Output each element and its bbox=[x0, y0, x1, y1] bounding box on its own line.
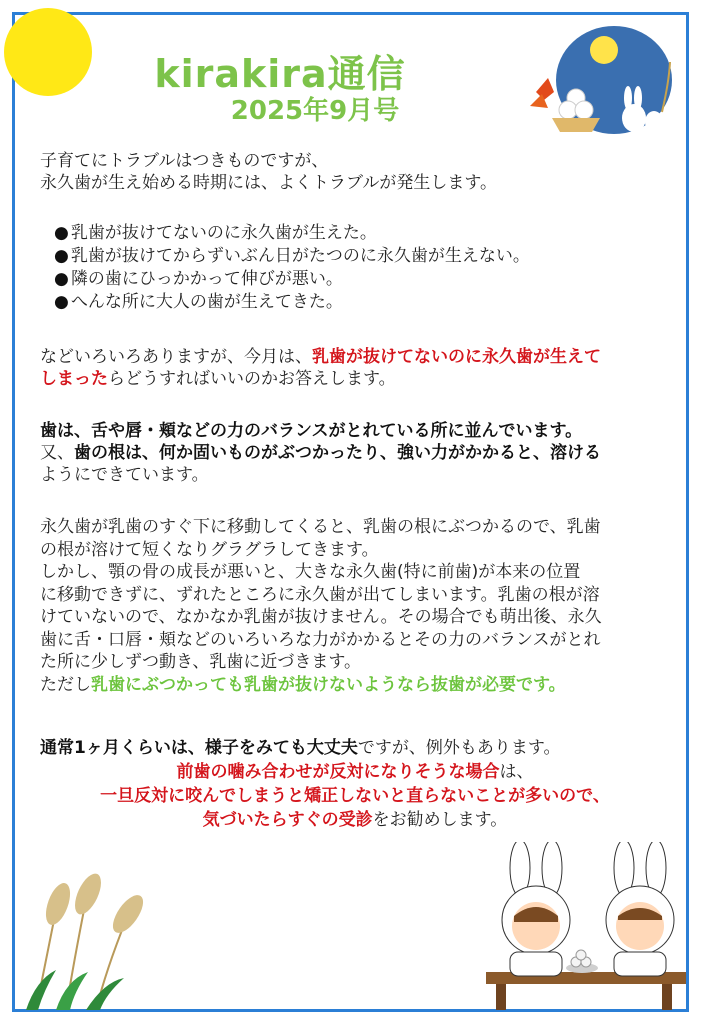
topic-pre: などいろいろありますが、今月は、 bbox=[40, 347, 312, 367]
list-item: ● 乳歯が抜けてからずいぶん日がたつのに永久歯が生えない。 bbox=[54, 245, 530, 268]
teeth-explanation bbox=[40, 420, 670, 486]
paragraph-line: けていないので、なかなか乳歯が抜けません。その場合でも萌出後、永久 bbox=[40, 607, 602, 627]
explanation-prefix: 又、 bbox=[40, 443, 74, 463]
list-item: ● 乳歯が抜けてないのに永久歯が生えた。 bbox=[54, 222, 530, 245]
paragraph-line: の根が溶けて短くなりグラグラしてきます。 bbox=[40, 539, 379, 560]
title-text: kirakira通信 bbox=[154, 52, 406, 96]
closing-rest: は、 bbox=[499, 762, 534, 782]
intro-line: 永久歯が生え始める時期には、よくトラブルが発生します。 bbox=[40, 173, 497, 193]
paragraph-line: しかし、顎の骨の成長が悪いと、大きな永久歯(特に前歯)が本来の位置 bbox=[40, 562, 581, 582]
closing-bold: 通常1ヶ月くらいは、様子をみても大丈夫 bbox=[40, 738, 358, 758]
topic-highlight: しまった bbox=[40, 369, 108, 389]
moon-decoration bbox=[4, 8, 92, 96]
trouble-list bbox=[54, 222, 530, 314]
moon-viewing-illustration bbox=[524, 22, 674, 140]
extraction-note: 乳歯にぶつかっても乳歯が抜けないようなら抜歯が必要です。 bbox=[91, 674, 566, 695]
newsletter-title bbox=[130, 52, 430, 126]
intro-line: 子育てにトラブルはつきものですが、 bbox=[40, 151, 329, 171]
topic-highlight: 乳歯が抜けてないのに永久歯が生えて bbox=[312, 347, 601, 367]
list-item: ● 隣の歯にひっかかって伸びが悪い。 bbox=[54, 268, 530, 291]
closing-warning: 一旦反対に咬んでしまうと矯正しないと直らないことが多いので、 bbox=[100, 786, 610, 806]
closing-warning: 気づいたらすぐの受診 bbox=[202, 810, 373, 830]
paragraph-line: た所に少しずつ動き、乳歯に近づきます。 bbox=[40, 652, 361, 672]
topic-post: らどうすればいいのかお答えします。 bbox=[108, 369, 396, 389]
list-item: ● へんな所に大人の歯が生えてきた。 bbox=[54, 291, 530, 314]
paragraph-line: 永久歯が乳歯のすぐ下に移動してくると、乳歯の根にぶつかるので、乳歯 bbox=[40, 517, 601, 537]
explanation-line: ようにできています。 bbox=[40, 465, 209, 485]
topic-paragraph bbox=[40, 346, 670, 390]
intro-paragraph bbox=[40, 150, 670, 194]
explanation-line: 歯の根は、何か固いものがぶつかったり、強い力がかかると、溶ける bbox=[74, 443, 601, 463]
mechanism-paragraph bbox=[40, 516, 670, 696]
closing-rest: ですが、例外もあります。 bbox=[357, 738, 561, 758]
explanation-line: 歯は、舌や唇・頬などの力のバランスがとれている所に並んでいます。 bbox=[40, 421, 583, 441]
closing-paragraph bbox=[40, 736, 670, 832]
bunny-children-illustration bbox=[476, 842, 692, 1012]
issue-text: 2025年9月号 bbox=[230, 96, 400, 126]
paragraph-prefix: ただし bbox=[40, 674, 91, 695]
closing-rest: をお勧めします。 bbox=[372, 810, 508, 830]
pampas-grass-illustration bbox=[16, 870, 146, 1010]
closing-warning: 前歯の噛み合わせが反対になりそうな場合 bbox=[176, 762, 500, 782]
paragraph-line: 歯に舌・口唇・頬などのいろいろな力がかかるとその力のバランスがとれ bbox=[40, 629, 601, 650]
paragraph-line: に移動できずに、ずれたところに永久歯が出てしまいます。乳歯の根が溶 bbox=[40, 584, 600, 605]
